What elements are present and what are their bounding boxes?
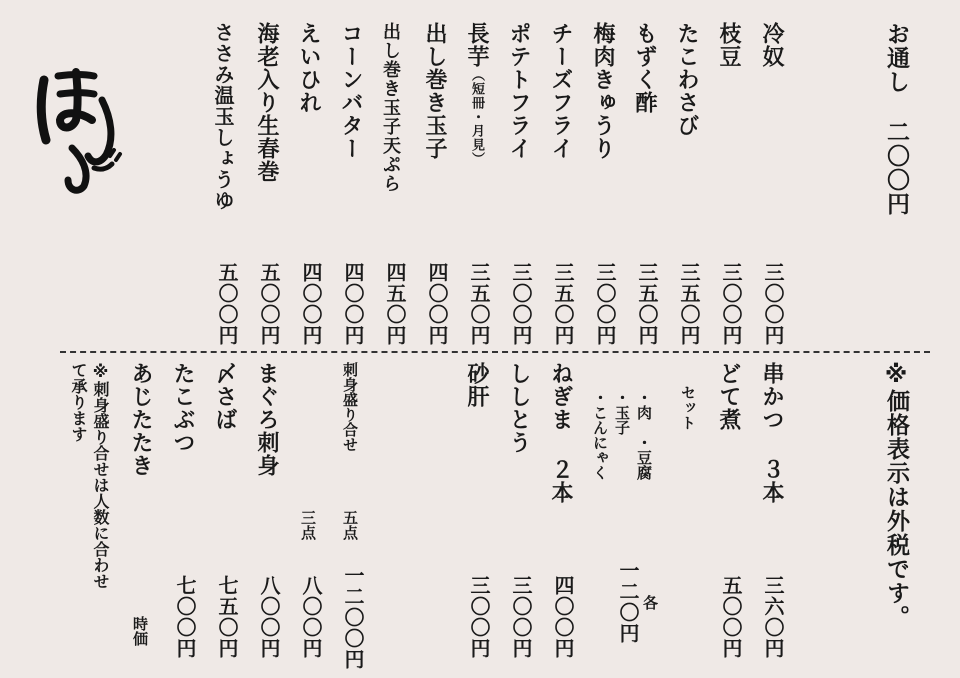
- item-name-takowasabi: たこわさび: [674, 22, 699, 137]
- item-name-sashimi-mori: 刺身盛り合せ: [341, 362, 359, 452]
- item-name-cheese-fry: チーズフライ: [548, 22, 573, 160]
- set-each-label: 各: [641, 595, 659, 610]
- sashimi-size-5-price: 一二〇〇円: [341, 565, 365, 670]
- item-name-mozukusu: もずく酢: [632, 22, 657, 114]
- item-price-edamame: 三〇〇円: [719, 262, 743, 346]
- item-name-shimesaba: 〆さば: [212, 362, 237, 431]
- item-price-maguro: 八〇〇円: [257, 575, 281, 659]
- item-price-eihire: 四〇〇円: [299, 262, 323, 346]
- item-name-sunagimo: 砂肝: [464, 362, 489, 408]
- item-qty-kushikatsu: ３本: [759, 458, 784, 504]
- item-price-corn-butter: 四〇〇円: [341, 262, 365, 346]
- tax-notice: ※価格表示は外税です。: [883, 362, 909, 629]
- sashimi-size-5-label: 五点: [341, 510, 359, 540]
- item-price-dotenii: 五〇〇円: [719, 575, 743, 659]
- item-name-dashimaki: 出し巻き玉子: [422, 22, 447, 160]
- shop-logo: [32, 60, 132, 204]
- item-price-nagaimo: 三五〇円: [467, 262, 491, 346]
- item-name-sasami: ささみ温玉しょうゆ: [211, 22, 235, 211]
- otoshi-label: お通し: [883, 22, 909, 94]
- nagaimo-label: 長芋: [464, 22, 489, 68]
- item-name-dotenii: どて煮: [716, 362, 741, 431]
- item-name-potato-fry: ポテトフライ: [506, 22, 531, 160]
- item-name-kushikatsu: 串かつ: [759, 362, 784, 431]
- item-name-takobutsu: たこぶつ: [170, 362, 195, 454]
- item-name-shishito: ししとう: [506, 362, 531, 454]
- item-name-bainiku: 梅肉きゅうり: [590, 22, 615, 160]
- shop-logo-brush: [32, 60, 132, 200]
- item-qty-negima: ２本: [548, 458, 573, 504]
- item-price-dashimaki: 四〇〇円: [425, 262, 449, 346]
- item-price-sasami: 五〇〇円: [215, 262, 239, 346]
- otoshi-title: [884, 22, 907, 216]
- item-name-hiyayakko: 冷奴: [759, 22, 784, 68]
- sashimi-size-3-label: 三点: [299, 510, 317, 540]
- set-option-niku-tofu: ・肉 ・豆腐: [635, 390, 653, 480]
- item-price-shishito: 三〇〇円: [509, 575, 533, 659]
- set-label: セット: [679, 385, 697, 430]
- item-price-cheese-fry: 三五〇円: [551, 262, 575, 346]
- section-divider: [60, 351, 930, 353]
- item-name-ajitataki: あじたたき: [128, 362, 153, 477]
- sashimi-size-3-price: 八〇〇円: [299, 575, 323, 659]
- item-name-dashimaki-tempura: 出し巻き玉子天ぷら: [380, 22, 401, 193]
- item-price-hiyayakko: 三〇〇円: [761, 262, 785, 346]
- sashimi-note-line2: て承ります: [69, 362, 88, 442]
- item-name-negima: ねぎま: [548, 362, 573, 431]
- item-price-negima: 四〇〇円: [551, 575, 575, 659]
- item-price-ajitataki: 時価: [131, 616, 149, 646]
- item-name-maguro: まぐろ刺身: [254, 362, 279, 477]
- item-price-sunagimo: 三〇〇円: [467, 575, 491, 659]
- item-price-shimesaba: 七五〇円: [215, 575, 239, 659]
- item-price-dashimaki-tempura: 四五〇円: [383, 262, 407, 346]
- item-price-takowasabi: 三五〇円: [677, 262, 701, 346]
- item-price-takobutsu: 七〇〇円: [173, 575, 197, 659]
- set-option-konnyaku: ・こんにゃく: [591, 390, 609, 480]
- item-price-kushikatsu: 三六〇円: [761, 575, 785, 659]
- item-name-nagaimo: [465, 22, 487, 166]
- otoshi-price: 二〇〇円: [883, 120, 909, 216]
- set-option-tamago: ・玉子: [613, 390, 631, 435]
- item-name-edamame: 枝豆: [716, 22, 741, 68]
- set-price: 一二〇円: [616, 560, 640, 644]
- item-price-harumaki: 五〇〇円: [257, 262, 281, 346]
- nagaimo-sub: （短冊・月見）: [469, 68, 484, 166]
- item-name-harumaki: 海老入り生春巻: [254, 22, 279, 183]
- item-price-mozukusu: 三五〇円: [635, 262, 659, 346]
- item-name-corn-butter: コーンバター: [338, 22, 363, 160]
- item-price-potato-fry: 三〇〇円: [509, 262, 533, 346]
- item-price-bainiku: 三〇〇円: [593, 262, 617, 346]
- sashimi-note-line1: ※刺身盛り合せは人数に合わせ: [91, 362, 110, 589]
- item-name-eihire: えいひれ: [296, 22, 321, 114]
